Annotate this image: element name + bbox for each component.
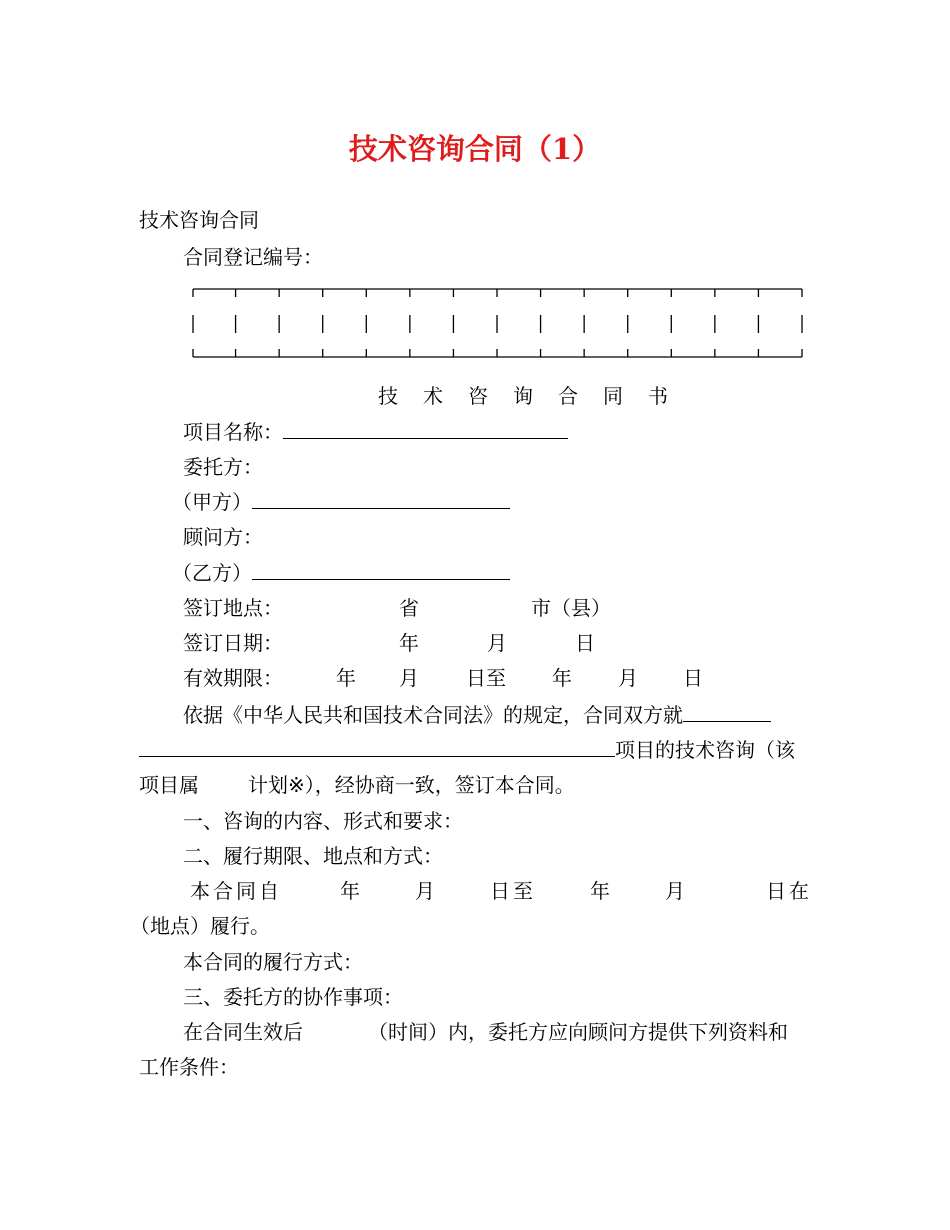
section-2-year-2: 年	[590, 879, 610, 903]
project-name-label: 项目名称：	[183, 420, 283, 444]
section-2-day-to: 日至	[490, 879, 536, 903]
registration-label: 合同登记编号：	[183, 245, 323, 269]
subtitle-char: 咨	[468, 384, 488, 408]
subtitle-char: 同	[603, 384, 623, 408]
section-2-method: 本合同的履行方式：	[183, 950, 363, 974]
project-name-blank	[283, 420, 568, 439]
section-2-from: 本合同自	[190, 879, 282, 903]
section-1-heading: 一、咨询的内容、形式和要求：	[183, 809, 463, 833]
client-label: 委托方：	[183, 455, 263, 479]
section-3-text-a: 在合同生效后	[183, 1020, 303, 1044]
basis-line-3b: 计划※），经协商一致，签订本合同。	[248, 773, 575, 797]
subtitle-char: 技	[378, 384, 398, 408]
sign-date-day: 日	[575, 631, 595, 655]
basis-text-1: 依据《中华人民共和国技术合同法》的规定，合同双方就	[183, 703, 683, 727]
section-2-year-1: 年	[340, 879, 360, 903]
section-2-month-1: 月	[415, 879, 435, 903]
registration-number-grid	[192, 287, 802, 359]
basis-line-1	[183, 703, 771, 727]
registration-grid-lines	[192, 287, 804, 361]
valid-from-month: 月	[399, 666, 419, 690]
party-b-row	[172, 561, 510, 585]
document-title: 技术咨询合同（1）	[348, 132, 602, 166]
valid-period-label: 有效期限：	[183, 666, 283, 690]
basis-blank-1	[683, 703, 771, 722]
basis-line-2	[139, 738, 795, 762]
basis-blank-2	[139, 738, 615, 757]
subtitle-char: 合	[558, 384, 578, 408]
section-2-heading: 二、履行期限、地点和方式：	[183, 844, 443, 868]
party-a-row	[172, 490, 510, 514]
section-2-month-2: 月	[665, 879, 685, 903]
heading: 技术咨询合同	[139, 208, 259, 232]
party-a-blank	[252, 490, 510, 509]
section-2-day-at: 日在	[766, 879, 812, 903]
project-name-row	[183, 420, 568, 444]
basis-line-3a: 项目属	[139, 773, 199, 797]
valid-from-day-to: 日至	[466, 666, 506, 690]
sign-place-label: 签订地点：	[183, 596, 283, 620]
sign-date-year: 年	[399, 631, 419, 655]
section-3-heading: 三、委托方的协作事项：	[183, 985, 403, 1009]
subtitle-char: 书	[648, 384, 668, 408]
party-b-blank	[252, 561, 510, 580]
section-3-text-b: （时间）内，委托方应向顾问方提供下列资料和	[368, 1020, 788, 1044]
party-b-label: （乙方）	[172, 561, 252, 585]
sign-place-province: 省	[399, 596, 419, 620]
party-a-label: （甲方）	[172, 490, 252, 514]
valid-from-year: 年	[336, 666, 356, 690]
valid-to-year: 年	[552, 666, 572, 690]
subtitle-char: 询	[513, 384, 533, 408]
section-3-text-c: 工作条件：	[139, 1055, 239, 1079]
subtitle-char: 术	[423, 384, 443, 408]
consultant-label: 顾问方：	[183, 525, 263, 549]
sign-place-city: 市（县）	[531, 596, 611, 620]
sign-date-month: 月	[487, 631, 507, 655]
valid-to-day: 日	[683, 666, 703, 690]
valid-to-month: 月	[618, 666, 638, 690]
sign-date-label: 签订日期：	[183, 631, 283, 655]
section-2-place: （地点）履行。	[130, 914, 270, 938]
basis-text-2: 项目的技术咨询（该	[615, 738, 795, 762]
